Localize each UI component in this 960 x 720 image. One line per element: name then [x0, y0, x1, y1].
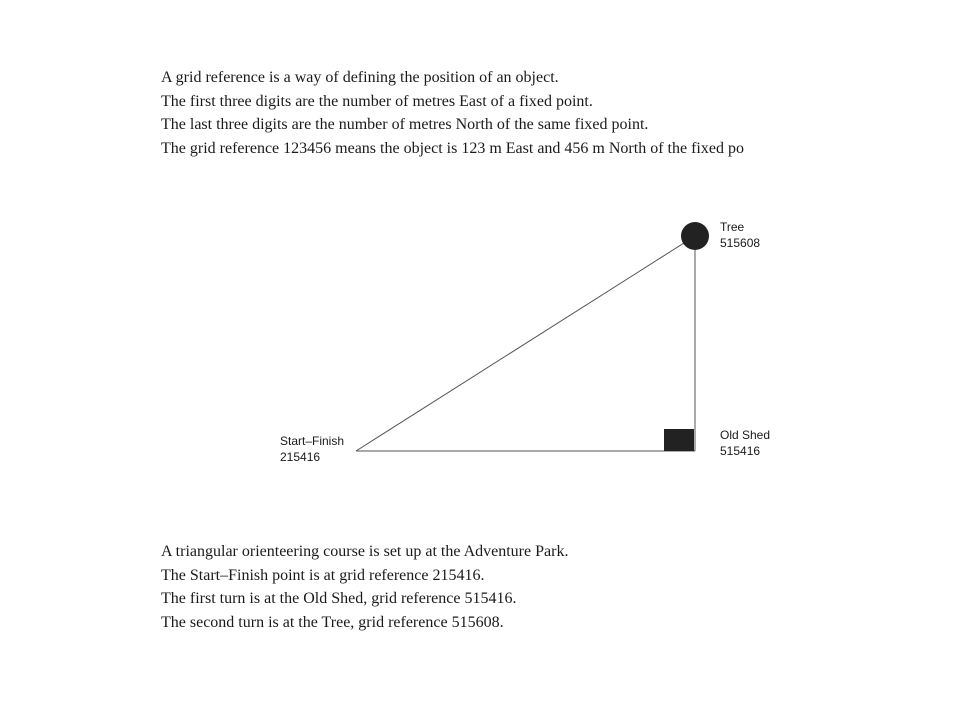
old-shed-marker — [664, 429, 694, 451]
intro-line-4: The grid reference 123456 means the object is 123 m East and 456 m North of the fixed po — [161, 139, 744, 157]
course-text — [161, 540, 568, 634]
tree-marker — [681, 222, 709, 250]
intro-line-1: A grid reference is a way of defining the position of an object. — [161, 69, 559, 86]
course-line-1: A triangular orienteering course is set up at the Adventure Park. — [161, 543, 569, 560]
intro-line-3: The last three digits are the number of metres North of the same fixed point. — [161, 116, 649, 133]
intro-line-2: The first three digits are the number of metres East of a fixed point. — [161, 92, 593, 110]
old-shed-grid-ref: 515416 — [720, 444, 761, 458]
course-line-4: The second turn is at the Tree, grid reference 515608. — [161, 613, 504, 631]
tree-grid-ref: 515608 — [720, 236, 761, 250]
course-line-3: The first turn is at the Old Shed, grid reference 515416. — [161, 590, 517, 607]
start-finish-grid-ref: 215416 — [280, 450, 321, 464]
course-line-2: The Start–Finish point is at grid reference 215416. — [161, 566, 485, 584]
start-finish-label: Start–Finish — [280, 434, 345, 448]
edge-start-to-tree — [356, 236, 695, 451]
tree-label: Tree — [720, 220, 745, 234]
old-shed-label: Old Shed — [720, 428, 771, 442]
